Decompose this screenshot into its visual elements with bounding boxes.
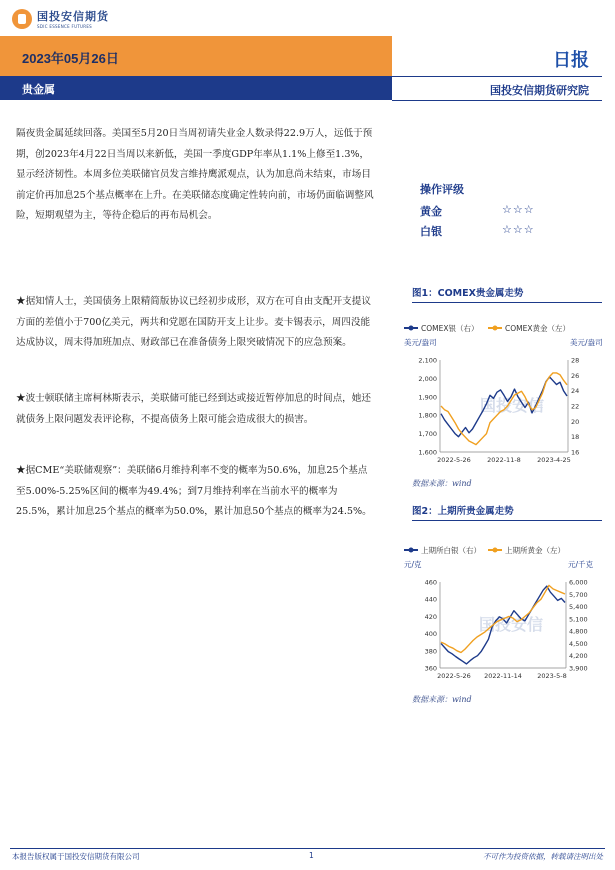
right-tick-label: 24 (571, 387, 580, 396)
header-divider-top (392, 76, 602, 77)
chart-svg (398, 540, 605, 685)
chart-svg (398, 318, 605, 468)
left-axis-unit: 元/克 (404, 560, 422, 569)
right-tick-label: 4,800 (569, 627, 588, 636)
header-section-band (0, 76, 392, 100)
legend-label: 上期所黄金（左） (505, 546, 565, 555)
figure1-title: 图1：COMEX贵金属走势 (412, 285, 602, 303)
legend-marker (493, 548, 498, 553)
paragraph-cme-fedwatch: ★据CME“美联储观察”：美联储6月维持利率不变的概率为50.6%，加息25个基点至5.00%-5.25%区间的概率为49.4%；到7月维持利率在当前水平的概率为25.5%，累计加息25个基点的概率为50.0%，累计加息50个基点的概率为24.5%。 (16, 465, 372, 517)
rating-stars: ☆☆☆ (502, 223, 535, 236)
comex-chart (398, 318, 605, 468)
figure1-source: 数据来源：wind (412, 479, 472, 488)
legend-label: COMEX银（右） (421, 324, 479, 333)
rating-name: 黄金 (420, 205, 442, 218)
shfe-chart (398, 540, 605, 685)
legend-label: COMEX黄金（左） (505, 324, 570, 333)
chart-watermark: 国投安信 (478, 615, 544, 634)
chart-watermark: 国投安信 (479, 396, 545, 415)
left-tick-label: 440 (424, 595, 437, 604)
footer-copyright: 本报告版权属于国投安信期货有限公司 (12, 852, 140, 861)
legend-marker (409, 548, 414, 553)
paragraph-fed-collins: ★波士顿联储主席柯林斯表示，美联储可能已经到达或接近暂停加息的时间点，她还就债务上限问题发表评论称，不提高债务上限可能会造成很大的损害。 (16, 393, 371, 425)
left-tick-label: 400 (424, 630, 437, 639)
series-line (441, 585, 565, 652)
rating-stars: ☆☆☆ (502, 203, 535, 216)
company-logo (12, 8, 109, 29)
right-tick-label: 4,200 (569, 652, 588, 661)
left-tick-label: 1,600 (418, 448, 437, 457)
footer-disclaimer: 不可作为投资依据，转载请注明出处 (483, 852, 603, 861)
paragraph-debt-ceiling: ★据知情人士，美国债务上限精简版协议已经初步成形，双方在可自由支配开支提议方面的差值小于700亿美元，两共和党愿在国防开支上让步。麦卡锡表示，周四没能达成协议，周末得加班加点、财政部已在准备债务上限突破情况下的应急预案。 (16, 296, 371, 348)
logo-icon (12, 9, 32, 29)
left-tick-label: 2,100 (418, 356, 437, 365)
left-tick-label: 460 (424, 578, 437, 587)
rating-title: 操作评级 (420, 183, 464, 196)
logo-name-en: SDIC ESSENCE FUTURES (37, 24, 93, 29)
x-tick-label: 2022-11-8 (487, 456, 521, 464)
paragraph-market-summary: 隔夜贵金属延续回落。美国至5月20日当周初请失业金人数录得22.9万人，远低于预期，创2023年4月22日当周以来新低，美国一季度GDP年率从1.1%上修至1.3%，显示经济韧性。本周多位美联储官员发言维持鹰派观点，认为加息尚未结束，市场目前定价再加息25个基点概率在上升。在美联储态度确定性转向前，市场仍面临调整风险，短期观望为主，等待企稳后的再布局机会。 (16, 128, 374, 221)
right-axis-unit: 元/千克 (568, 560, 594, 569)
right-axis-unit: 美元/盎司 (570, 338, 603, 347)
right-tick-label: 28 (571, 356, 580, 365)
left-tick-label: 360 (424, 664, 437, 673)
x-tick-label: 2022-5-26 (437, 672, 471, 680)
left-tick-label: 420 (424, 612, 437, 621)
logo-name-cn: 国投安信期货 (37, 10, 109, 23)
right-tick-label: 4,500 (569, 639, 588, 648)
rating-row-gold (420, 203, 550, 219)
rating-row-silver (420, 223, 550, 239)
right-tick-label: 20 (571, 417, 580, 426)
institute-name: 国投安信期货研究院 (490, 84, 589, 97)
right-tick-label: 6,000 (569, 578, 588, 587)
left-axis-unit: 美元/盎司 (404, 338, 437, 347)
right-tick-label: 18 (571, 433, 580, 442)
right-tick-label: 26 (571, 371, 580, 380)
x-tick-label: 2022-11-14 (484, 672, 522, 680)
left-tick-label: 1,900 (418, 393, 437, 402)
right-tick-label: 5,700 (569, 590, 588, 599)
figure2-title: 图2：上期所贵金属走势 (412, 503, 602, 521)
footer-divider (10, 848, 605, 849)
figure2-source: 数据来源：wind (412, 695, 472, 704)
page-number: 1 (309, 851, 314, 860)
right-tick-label: 3,900 (569, 664, 588, 673)
x-tick-label: 2022-5-26 (437, 456, 471, 464)
left-tick-label: 1,700 (418, 430, 437, 439)
x-tick-label: 2023-5-8 (537, 672, 567, 680)
left-tick-label: 380 (424, 647, 437, 656)
x-tick-label: 2023-4-25 (537, 456, 571, 464)
legend-marker (493, 326, 498, 331)
rating-name: 白银 (420, 225, 442, 238)
right-tick-label: 5,400 (569, 603, 588, 612)
report-date: 2023年05月26日 (22, 51, 119, 66)
legend-label: 上期所白银（右） (421, 546, 481, 555)
left-tick-label: 2,000 (418, 374, 437, 383)
right-tick-label: 5,100 (569, 615, 588, 624)
legend-marker (409, 326, 414, 331)
left-tick-label: 1,800 (418, 411, 437, 420)
right-tick-label: 22 (571, 402, 580, 411)
report-type: 日报 (553, 50, 589, 71)
header-divider-bottom (392, 100, 602, 101)
right-tick-label: 16 (571, 448, 580, 457)
section-label: 贵金属 (22, 83, 55, 96)
